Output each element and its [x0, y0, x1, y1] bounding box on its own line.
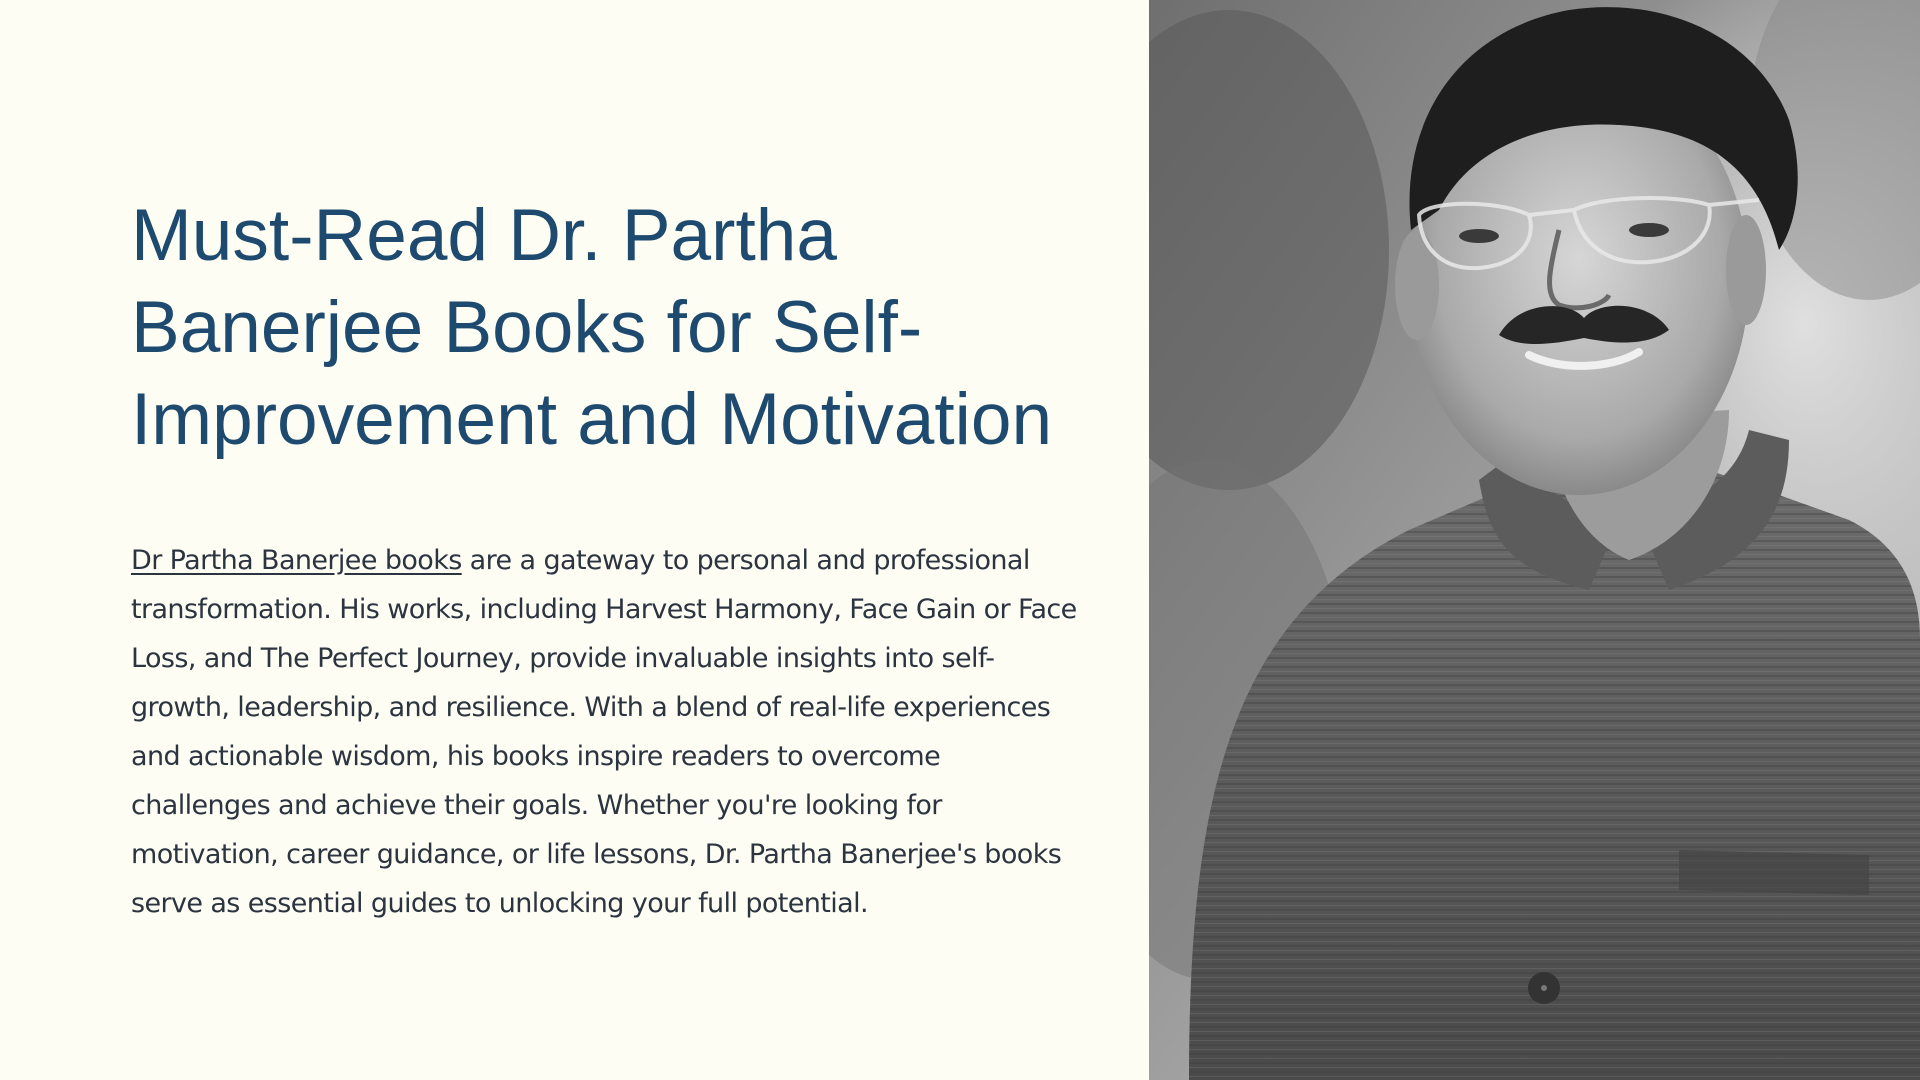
- text-panel: [131, 190, 1081, 928]
- author-portrait-photo: [1149, 0, 1920, 1080]
- body-text: are a gateway to personal and professional transformation. His works, including Harvest Harmony, Face Gain or Face Loss, and The Perfect Journey, provide invaluable insights into self-growth, leadership, and resilience. With a blend of real-life experiences and actionable wisdom, his books inspire readers to overcome challenges and achieve their goals. Whether you're looking for motivation, career guidance, or life lessons, Dr. Partha Banerjee's books serve as essential guides to unlocking your full potential.: [131, 545, 1077, 919]
- portrait-icon: [1149, 0, 1920, 1080]
- slide-body: [131, 536, 1081, 928]
- author-books-link[interactable]: Dr Partha Banerjee books: [131, 545, 462, 576]
- slide-title: Must-Read Dr. Partha Banerjee Books for Self-Improvement and Motivation: [131, 195, 1053, 460]
